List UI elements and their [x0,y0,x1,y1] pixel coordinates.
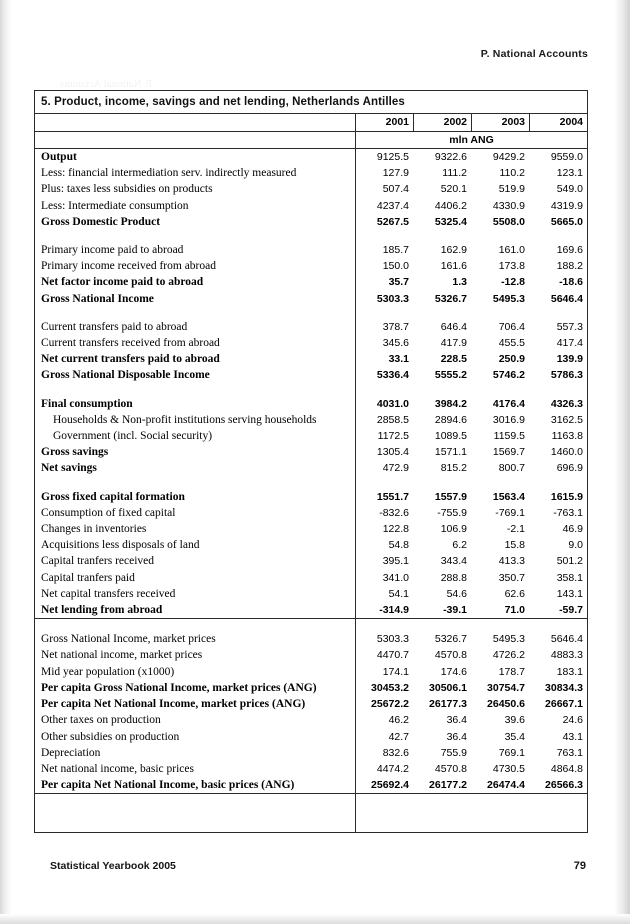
row-value-2004: 4883.3 [550,649,583,662]
row-value-2001: 42.7 [355,729,413,745]
table-grid [35,114,587,832]
row-label: Less: Intermediate consumption [41,199,189,212]
row-label: Output [41,151,77,163]
row-value-2004: 696.9 [556,462,583,475]
table-row [35,319,587,335]
table-row [35,274,587,290]
row-label: Per capita Net National Income, basic prices (ANG) [41,779,295,792]
row-value-2003: 15.8 [504,539,525,552]
spacer-label-cell [35,619,355,631]
row-value-2001: 378.7 [355,319,413,335]
row-label: Less: financial intermediation serv. indirectly measured [41,167,297,180]
row-value-2001: -832.6 [355,505,413,521]
row-value-2002: 1571.1 [434,446,467,459]
row-value-2003: 350.7 [498,571,525,584]
row-value-2003: 3016.9 [492,413,525,426]
row-value-2004: 3162.5 [550,413,583,426]
row-label: Net national income, market prices [41,649,203,662]
row-value-2003: 9429.2 [492,151,525,163]
row-label: Gross savings [41,446,109,459]
spacer-num-cell [355,619,413,631]
spacer-num-cell [529,307,587,319]
row-value-2004: -763.1 [553,506,583,519]
row-value-2003: 1159.5 [493,430,525,443]
row-value-2004: 183.1 [556,665,583,678]
row-label: Primary income paid to abroad [41,244,184,257]
row-value-2004: 358.1 [556,571,583,584]
table-row [35,351,587,367]
row-value-2003: 178.7 [498,665,525,678]
running-head: P. National Accounts [480,48,588,60]
spacer-num-cell [471,619,529,631]
spacer-num-cell [471,384,529,396]
row-value-2001: 30453.2 [355,680,413,696]
row-value-2003: 4330.9 [492,199,525,212]
spacer-num-cell [471,477,529,489]
table-row [35,335,587,351]
row-value-2003: 62.6 [504,587,525,600]
row-value-2002: 1.3 [452,276,467,289]
row-value-2003: 5495.3 [492,292,525,305]
row-value-2003: 71.0 [504,604,525,617]
row-value-2003: 5746.2 [492,369,525,382]
row-value-2004: 43.1 [562,730,583,743]
tail-num-cell [413,794,471,832]
spacer-num-cell [413,230,471,242]
row-value-2001: 472.9 [355,460,413,476]
table-row [35,396,587,412]
table-row [35,647,587,663]
spacer-label-cell [35,384,355,396]
row-label: Gross National Income, market prices [41,633,216,646]
row-value-2002: 111.2 [442,167,467,180]
spacer-label-cell [35,477,355,489]
row-value-2002: 6.2 [452,539,467,552]
table-spacer-row [35,230,587,242]
row-value-2004: 30834.3 [545,681,583,694]
row-value-2004: -59.7 [559,604,583,617]
row-value-2003: 800.7 [498,462,525,475]
row-value-2002: 5326.7 [434,633,467,646]
table-row [35,165,587,181]
table-row [35,412,587,428]
row-value-2004: 417.4 [556,337,583,350]
row-value-2002: 26177.3 [429,698,467,711]
row-value-2003: 173.8 [498,260,525,273]
table-row [35,291,587,307]
row-label: Net capital transfers received [41,587,176,600]
row-value-2004: 1460.0 [550,446,583,459]
row-value-2001: 1172.5 [355,428,413,444]
row-value-2003: 5495.3 [492,633,525,646]
row-value-2001: 25692.4 [355,777,413,793]
row-value-2004: 4326.3 [550,397,583,410]
row-value-2004: 501.2 [556,555,583,568]
spacer-num-cell [413,384,471,396]
row-value-2002: 520.1 [440,183,467,196]
tail-label-cell [35,794,355,832]
statistics-table [34,90,588,833]
row-label: Acquisitions less disposals of land [41,539,200,552]
row-value-2002: -755.9 [437,506,467,519]
row-value-2004: 188.2 [556,260,583,273]
row-value-2002: 9322.6 [434,151,467,163]
row-value-2001: 54.1 [355,586,413,602]
row-value-2001: 9125.5 [355,149,413,165]
table-row [35,712,587,728]
column-header-year-2: 2002 [413,114,471,131]
bleed-through-artifact: P. National Accounts [60,78,152,90]
row-value-2002: 2894.6 [434,413,467,426]
row-value-2002: 417.9 [440,337,467,350]
table-title: 5. Product, income, savings and net lending, Netherlands Antilles [35,91,587,114]
tail-num-cell [355,794,413,832]
row-value-2003: 110.2 [499,167,525,180]
row-value-2001: 395.1 [355,553,413,569]
row-value-2004: 26667.1 [545,698,583,711]
row-value-2001: 5336.4 [355,367,413,383]
row-value-2003: -769.1 [495,506,525,519]
table-row [35,553,587,569]
row-value-2003: 35.4 [504,730,525,743]
row-value-2003: 4726.2 [492,649,525,662]
row-value-2002: 36.4 [446,730,467,743]
table-row [35,696,587,712]
row-value-2004: 9559.0 [550,151,583,163]
spacer-label-cell [35,230,355,242]
row-value-2003: -12.8 [501,276,525,289]
row-value-2003: 413.3 [498,555,525,568]
row-value-2002: 1089.5 [434,430,467,443]
row-label: Gross fixed capital formation [41,490,185,503]
row-label: Changes in inventories [41,523,147,536]
row-value-2004: 763.1 [556,746,583,759]
row-value-2003: 706.4 [498,320,525,333]
footer-publication: Statistical Yearbook 2005 [50,860,176,872]
row-value-2002: 30506.1 [429,681,467,694]
table-body [35,149,587,794]
row-value-2002: 4570.8 [434,762,467,775]
row-value-2003: 519.9 [498,183,525,196]
row-value-2002: 36.4 [446,714,467,727]
row-value-2004: 4319.9 [550,199,583,212]
row-value-2004: 1163.8 [551,430,583,443]
spacer-num-cell [529,230,587,242]
row-value-2002: 815.2 [440,462,467,475]
page-edge-right [614,0,630,924]
table-row [35,729,587,745]
row-label: Other subsidies on production [41,730,180,743]
row-value-2003: 161.0 [498,244,525,257]
row-value-2001: 122.8 [355,521,413,537]
row-value-2004: 169.6 [556,244,583,257]
table-row [35,181,587,197]
row-value-2004: 9.0 [568,539,583,552]
row-label: Per capita Gross National Income, market prices (ANG) [41,681,317,694]
row-value-2001: 1551.7 [355,489,413,505]
row-value-2001: 25672.2 [355,696,413,712]
row-value-2002: 646.4 [440,320,467,333]
table-row [35,505,587,521]
row-label: Depreciation [41,746,101,759]
table-row [35,198,587,214]
row-label: Consumption of fixed capital [41,506,176,519]
row-value-2001: 4237.4 [355,198,413,214]
table-spacer-row [35,477,587,489]
row-value-2004: 5646.4 [550,633,583,646]
row-value-2002: 5325.4 [434,215,467,228]
row-value-2003: 4730.5 [492,762,525,775]
tail-num-cell [471,794,529,832]
table-row [35,242,587,258]
row-value-2001: 54.8 [355,537,413,553]
column-header-year-3: 2003 [471,114,529,131]
row-label: Mid year population (x1000) [41,665,175,678]
row-label: Plus: taxes less subsidies on products [41,183,213,196]
row-label: Net national income, basic prices [41,762,194,775]
row-value-2003: 769.1 [498,746,525,759]
table-spacer-row [35,384,587,396]
row-label: Net lending from abroad [41,604,163,617]
row-value-2003: 4176.4 [492,397,525,410]
table-header-unit-row [35,132,587,149]
row-label: Net factor income paid to abroad [41,276,204,289]
spacer-num-cell [355,307,413,319]
row-value-2001: 35.7 [355,274,413,290]
row-value-2001: 150.0 [355,258,413,274]
row-value-2001: 5303.3 [355,291,413,307]
row-value-2003: -2.1 [506,523,525,536]
row-label: Capital tranfers received [41,555,155,568]
table-row [35,602,587,619]
header-corner-cell [35,114,355,131]
row-value-2002: 174.6 [440,665,467,678]
table-row [35,258,587,274]
row-value-2004: 139.9 [556,353,583,366]
row-value-2004: 46.9 [562,523,583,536]
table-row [35,428,587,444]
row-label: Current transfers paid to abroad [41,320,188,333]
row-value-2002: 5555.2 [434,369,467,382]
row-value-2002: 161.6 [440,260,467,273]
row-label: Net current transfers paid to abroad [41,353,220,366]
row-value-2001: 4474.2 [355,761,413,777]
table-row [35,761,587,777]
spacer-num-cell [355,384,413,396]
table-row [35,367,587,383]
row-label: Households & Non-profit institutions serving households [53,413,317,426]
row-label: Gross Domestic Product [41,215,161,228]
spacer-label-cell [35,307,355,319]
row-value-2002: 288.8 [440,571,467,584]
row-label: Gross National Income [41,292,154,305]
row-value-2001: 127.9 [355,165,413,181]
row-value-2003: 455.5 [498,337,525,350]
column-header-year-1: 2001 [355,114,413,131]
row-value-2002: 4570.8 [434,649,467,662]
table-header-years-row [35,114,587,132]
row-value-2003: 5508.0 [492,215,525,228]
row-value-2002: 54.6 [446,587,467,600]
row-value-2004: 123.1 [556,167,583,180]
page-edge-bottom [0,914,630,924]
row-value-2001: 1305.4 [355,444,413,460]
row-value-2004: 26566.3 [545,779,583,792]
row-value-2002: 106.9 [440,523,467,536]
row-value-2004: 1615.9 [550,490,583,503]
spacer-num-cell [529,384,587,396]
table-row [35,444,587,460]
row-value-2002: 3984.2 [434,397,467,410]
row-label: Primary income received from abroad [41,260,216,273]
spacer-num-cell [471,230,529,242]
row-value-2001: 345.6 [355,335,413,351]
row-value-2001: -314.9 [355,602,413,618]
row-value-2004: 549.0 [556,183,583,196]
row-value-2002: -39.1 [443,604,467,617]
table-row [35,537,587,553]
row-label: Government (incl. Social security) [53,430,213,443]
table-row [35,745,587,761]
row-label: Net savings [41,462,97,475]
row-value-2002: 343.4 [440,555,467,568]
table-row [35,586,587,602]
tail-num-cell [529,794,587,832]
row-value-2003: 1563.4 [492,490,525,503]
row-value-2002: 5326.7 [434,292,467,305]
row-value-2004: 5646.4 [550,292,583,305]
row-value-2003: 250.9 [498,353,525,366]
table-row [35,777,587,794]
spacer-num-cell [529,477,587,489]
row-value-2002: 162.9 [440,244,467,257]
row-value-2001: 832.6 [355,745,413,761]
table-row [35,214,587,230]
row-value-2004: 5665.0 [550,215,583,228]
spacer-num-cell [529,619,587,631]
spacer-num-cell [413,307,471,319]
row-value-2001: 341.0 [355,570,413,586]
table-spacer-row [35,619,587,631]
row-value-2002: 26177.2 [429,779,467,792]
row-value-2002: 4406.2 [434,199,467,212]
spacer-num-cell [355,230,413,242]
table-tail-empty-block [35,794,587,832]
row-value-2001: 33.1 [355,351,413,367]
row-value-2001: 5303.3 [355,631,413,647]
row-value-2003: 26474.4 [487,779,525,792]
row-label: Capital tranfers paid [41,571,135,584]
spacer-num-cell [355,477,413,489]
table-row [35,570,587,586]
row-value-2003: 26450.6 [487,698,525,711]
table-row [35,149,587,165]
row-value-2004: 4864.8 [550,762,583,775]
row-label: Per capita Net National Income, market prices (ANG) [41,698,306,711]
row-label: Other taxes on production [41,714,161,727]
row-value-2004: 24.6 [562,714,583,727]
row-value-2003: 30754.7 [487,681,525,694]
row-value-2002: 228.5 [440,353,467,366]
row-value-2002: 1557.9 [434,490,467,503]
spacer-num-cell [413,619,471,631]
row-value-2001: 507.4 [355,181,413,197]
column-header-year-4: 2004 [529,114,587,131]
row-value-2004: 143.1 [556,587,583,600]
row-value-2001: 185.7 [355,242,413,258]
table-spacer-row [35,307,587,319]
row-label: Current transfers received from abroad [41,337,220,350]
row-label: Gross National Disposable Income [41,369,210,382]
spacer-num-cell [471,307,529,319]
table-row [35,664,587,680]
row-value-2004: -18.6 [559,276,583,289]
row-value-2001: 4470.7 [355,647,413,663]
row-label: Final consumption [41,397,133,410]
table-row [35,460,587,476]
row-value-2002: 755.9 [440,746,467,759]
row-value-2004: 5786.3 [550,369,583,382]
footer-page-number: 79 [573,860,586,872]
row-value-2003: 39.6 [504,714,525,727]
table-row [35,489,587,505]
table-row [35,631,587,647]
page-edge-left [0,0,12,924]
table-row [35,680,587,696]
row-value-2001: 2858.5 [355,412,413,428]
table-row [35,521,587,537]
row-value-2001: 46.2 [355,712,413,728]
row-value-2003: 1569.7 [492,446,525,459]
row-value-2001: 174.1 [355,664,413,680]
spacer-num-cell [413,477,471,489]
unit-label: mln ANG [355,132,587,148]
row-value-2001: 4031.0 [355,396,413,412]
unit-corner-cell [35,132,355,148]
row-value-2004: 557.3 [556,320,583,333]
row-value-2001: 5267.5 [355,214,413,230]
